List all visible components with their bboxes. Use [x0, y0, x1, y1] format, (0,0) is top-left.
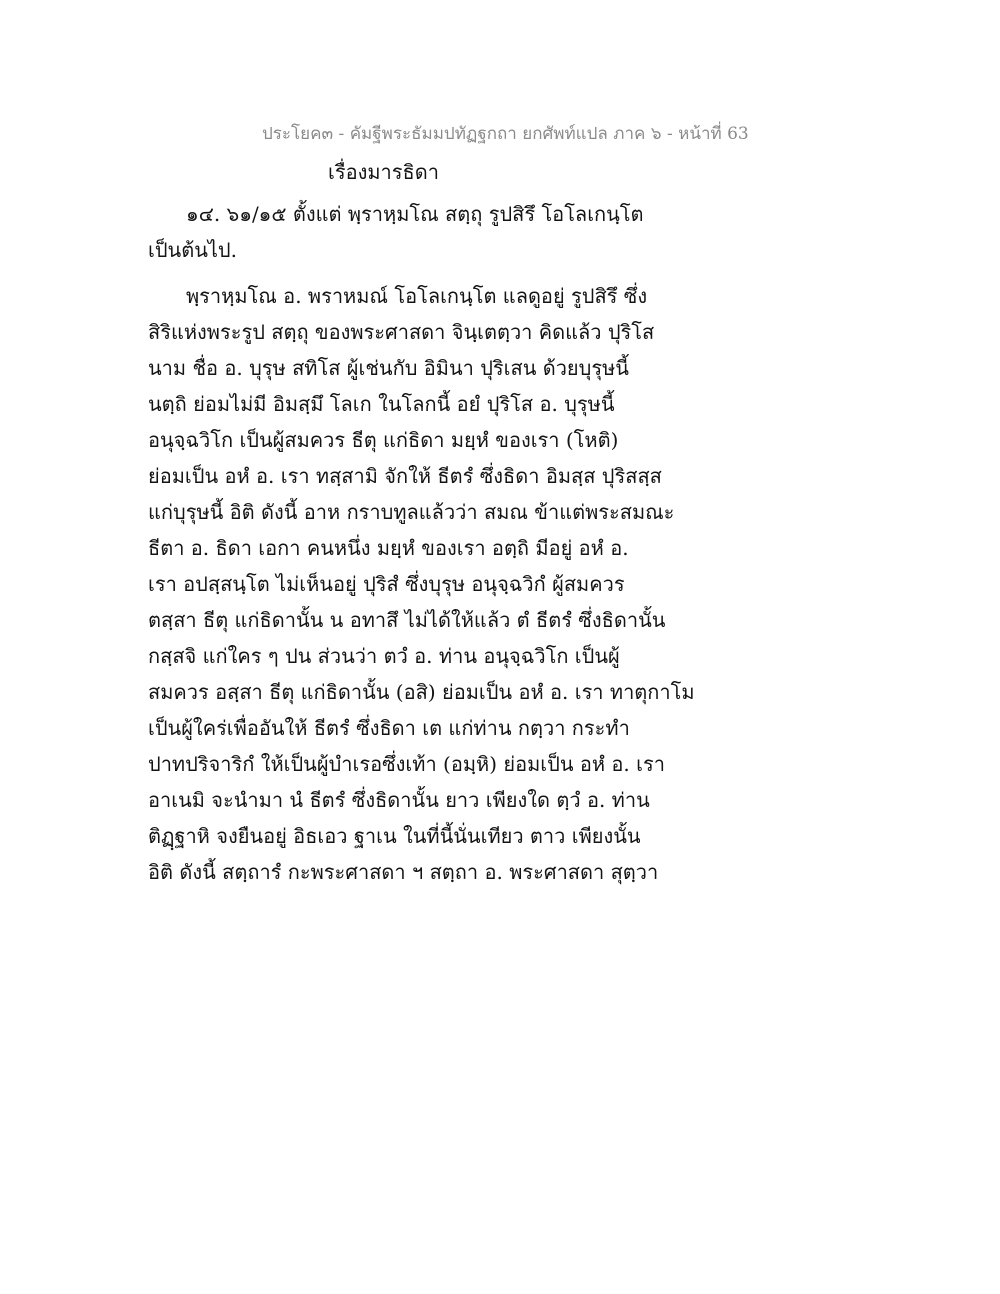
paragraph-1 — [148, 196, 708, 268]
text-line: สิริแห่งพระรูป สตฺถุ ของพระศาสดา จินฺเตตฺวา คิดแล้ว ปุริโส — [148, 320, 655, 344]
text-line: แก่บุรุษนี้ อิติ ดังนี้ อาห กราบทูลแล้วว่า สมณ ข้าแต่พระสมณะ — [148, 500, 675, 524]
text-line: สมควร อสฺสา ธีตุ แก่ธิดานั้น (อสิ) ย่อมเป็น อหํ อ. เรา ทาตุกาโม — [148, 680, 695, 704]
story-title: เรื่องมารธิดา — [328, 160, 439, 184]
text-line: กสฺสจิ แก่ใคร ๆ ปน ส่วนว่า ตวํ อ. ท่าน อนุจฺฉวิโก เป็นผู้ — [148, 644, 620, 668]
text-line: ๑๔. ๖๑/๑๕ ตั้งแต่ พฺราหฺมโณ สตฺถุ รูปสิรึ โอโลเกนฺโต — [186, 202, 644, 226]
text-line: ติฏฺฐาหิ จงยืนอยู่ อิธเอว ฐาเน ในที่นี้นั่นเทียว ตาว เพียงนั้น — [148, 824, 641, 848]
text-line: อิติ ดังนี้ สตฺถารํ กะพระศาสดา ฯ สตฺถา อ. พระศาสดา สุตฺวา — [148, 860, 659, 884]
text-line: นาม ชื่อ อ. บุรุษ สทิโส ผู้เช่นกับ อิมินา ปุริเสน ด้วยบุรุษนี้ — [148, 356, 629, 380]
running-header: ประโยค๓ - คัมฐีพระธัมมปทัฏฐกถา ยกศัพท์แปล ภาค ๖ - หน้าที่ 63 — [262, 124, 749, 144]
text-line: อนุจฺฉวิโก เป็นผู้สมควร ธีตุ แก่ธิดา มยฺหํ ของเรา (โหติ) — [148, 428, 619, 452]
paragraph-2 — [148, 278, 708, 890]
text-line: ธีตา อ. ธิดา เอกา คนหนึ่ง มยฺหํ ของเรา อตฺถิ มีอยู่ อหํ อ. — [148, 536, 629, 560]
text-line: ย่อมเป็น อหํ อ. เรา ทสฺสามิ จักให้ ธีตรํ ซึ่งธิดา อิมสฺส ปุริสสฺส — [148, 464, 662, 488]
text-line: นตฺถิ ย่อมไม่มี อิมสฺมึ โลเก ในโลกนี้ อยํ ปุริโส อ. บุรุษนี้ — [148, 392, 615, 416]
text-line: เป็นต้นไป. — [148, 238, 237, 262]
text-line: เป็นผู้ใคร่เพื่ออันให้ ธีตรํ ซึ่งธิดา เต แก่ท่าน กตฺวา กระทำ — [148, 716, 630, 740]
text-line: เรา อปสฺสนฺโต ไม่เห็นอยู่ ปุริสํ ซึ่งบุรุษ อนุจฺฉวิกํ ผู้สมควร — [148, 572, 625, 596]
text-line: อาเนมิ จะนำมา นํ ธีตรํ ซึ่งธิดานั้น ยาว เพียงใด ตฺวํ อ. ท่าน — [148, 788, 650, 812]
text-line: ตสฺสา ธีตุ แก่ธิดานั้น น อทาสึ ไม่ได้ให้แล้ว ตํ ธีตรํ ซึ่งธิดานั้น — [148, 608, 666, 632]
text-line: พฺราหฺมโณ อ. พราหมณ์ โอโลเกนฺโต แลดูอยู่ รูปสิรึ ซึ่ง — [186, 284, 648, 308]
text-line: ปาทปริจาริกํ ให้เป็นผู้บำเรอซึ่งเท้า (อมฺหิ) ย่อมเป็น อหํ อ. เรา — [148, 752, 665, 776]
